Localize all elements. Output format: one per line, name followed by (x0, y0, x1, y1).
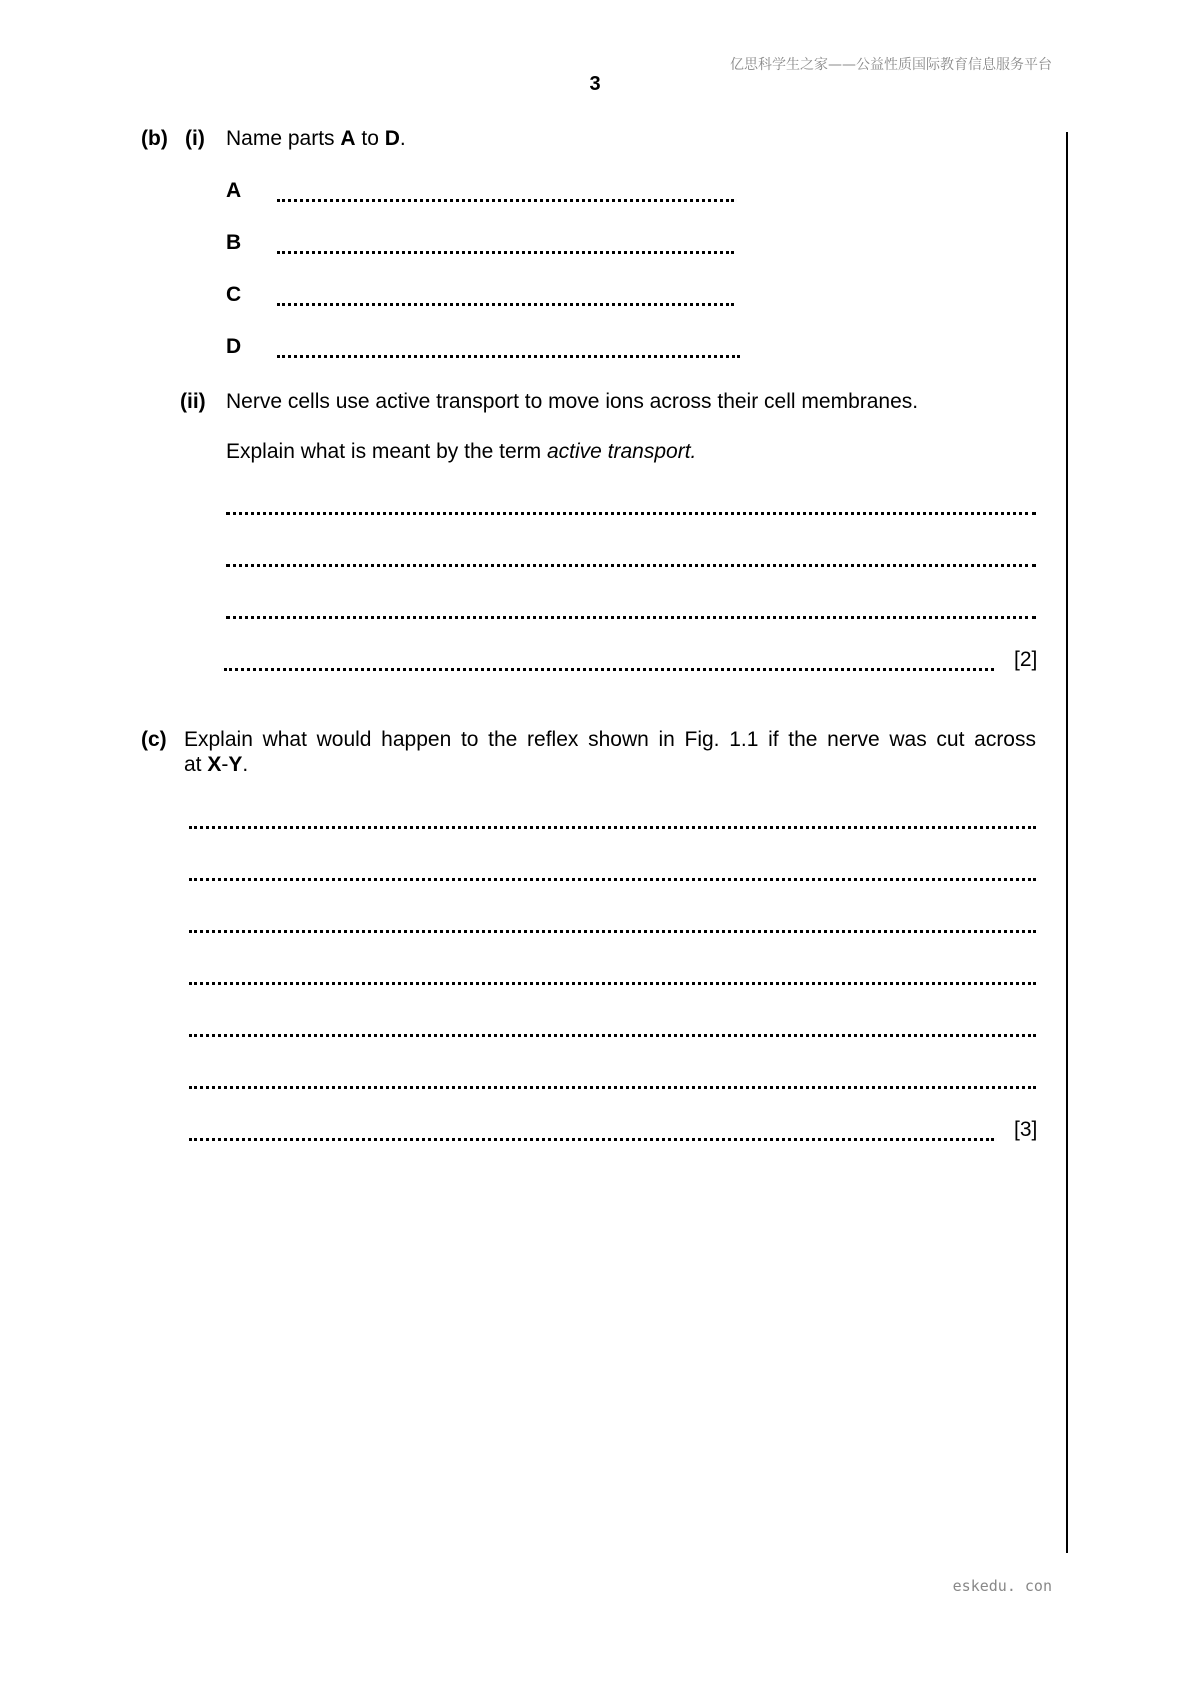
part-b-ii-statement: Nerve cells use active transport to move ions across their cell membranes. (226, 390, 919, 413)
margin-rule (1066, 132, 1068, 1553)
answer-label-d: D (226, 335, 242, 358)
page-number: 3 (589, 73, 601, 95)
answer-line-c-5[interactable] (189, 1034, 1036, 1037)
part-b-label: (b) (141, 127, 168, 150)
part-b-i-question: Name parts A to D. (226, 127, 406, 150)
answer-label-b: B (226, 231, 242, 254)
marks-b-ii: [2] (1014, 648, 1038, 671)
part-b-ii-question: Explain what is meant by the term active transport. (226, 440, 697, 463)
answer-line-ii-2[interactable] (226, 564, 1036, 567)
answer-line-c-3[interactable] (189, 930, 1036, 933)
answer-line-ii-3[interactable] (226, 616, 1036, 619)
answer-line-ii-1[interactable] (226, 512, 1036, 515)
answer-line-c-6[interactable] (189, 1086, 1036, 1089)
marks-c: [3] (1014, 1118, 1038, 1141)
footer-site: eskedu. con (952, 1577, 1052, 1595)
answer-label-c: C (226, 283, 242, 306)
answer-line-d[interactable] (277, 355, 740, 358)
answer-line-b[interactable] (277, 251, 734, 254)
answer-line-c-1[interactable] (189, 826, 1036, 829)
answer-line-c-7[interactable] (189, 1138, 994, 1141)
part-c-question-line1: Explain what would happen to the reflex shown in Fig. 1.1 if the nerve was cut across (184, 728, 1036, 751)
answer-line-c-2[interactable] (189, 878, 1036, 881)
part-c-question-line2: at X-Y. (184, 753, 249, 776)
part-b-i-label: (i) (185, 127, 205, 150)
answer-label-a: A (226, 179, 242, 202)
watermark-header: 亿思科学生之家——公益性质国际教育信息服务平台 (730, 57, 1052, 73)
part-c-label: (c) (141, 728, 167, 751)
part-b-ii-label: (ii) (180, 390, 206, 413)
answer-line-c[interactable] (277, 303, 734, 306)
answer-line-ii-4[interactable] (224, 668, 994, 671)
answer-line-c-4[interactable] (189, 982, 1036, 985)
answer-line-a[interactable] (277, 199, 734, 202)
